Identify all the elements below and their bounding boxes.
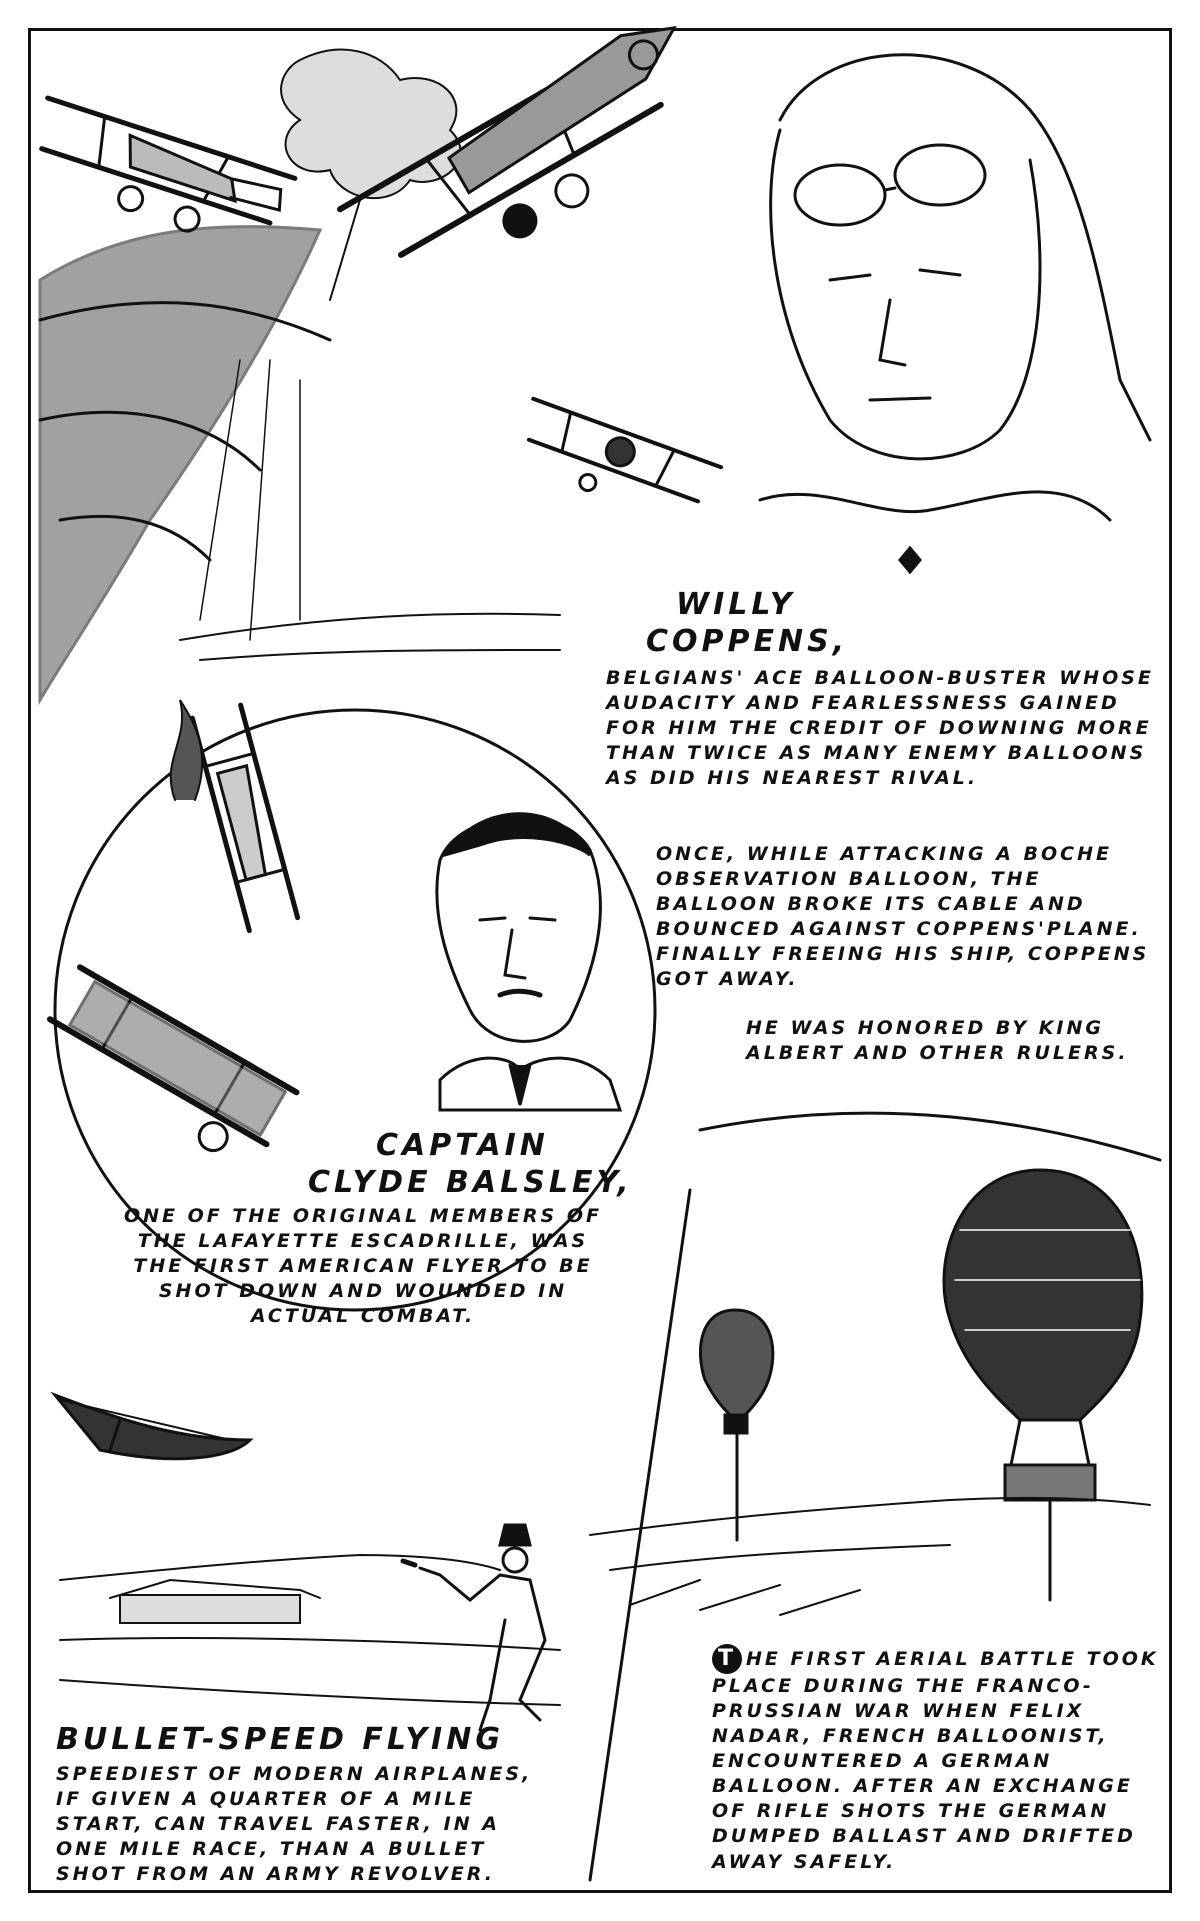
soldier-with-revolver-illustration bbox=[403, 1525, 545, 1730]
clyde-balsley-portrait bbox=[437, 814, 620, 1110]
speeding-airplane-illustration bbox=[55, 1395, 250, 1459]
coppens-title-line1: WILLY bbox=[676, 587, 796, 622]
balsley-title-line1: CAPTAIN bbox=[376, 1128, 549, 1163]
coppens-honors: HE WAS HONORED BY KING ALBERT AND OTHER RULERS. bbox=[746, 1017, 1129, 1065]
small-balloon-illustration bbox=[700, 1310, 772, 1540]
medallion-plane-upper bbox=[192, 705, 297, 930]
coppens-title-line2: COPPENS, bbox=[646, 624, 849, 659]
first-aerial-battle-text bbox=[712, 1644, 1162, 1875]
biplane-illustration-small bbox=[510, 399, 721, 531]
panel-divider-curve bbox=[700, 1113, 1160, 1160]
balsley-description: ONE OF THE ORIGINAL MEMBERS OF THE LAFAYETTE ESCADRILLE, WAS THE FIRST AMERICAN FLYER TO BE SHOT DOWN AND WOUNDED IN ACTUAL COMBAT. bbox=[123, 1205, 602, 1328]
coppens-description: BELGIANS' ACE BALLOON-BUSTER WHOSE AUDACITY AND FEARLESSNESS GAINED FOR HIM THE CREDIT OF DOWNING MORE THAN TWICE AS MANY ENEMY BALLOONS AS DID HIS NEAREST RIVAL. bbox=[606, 667, 1154, 790]
balloon-drape-illustration bbox=[40, 227, 330, 700]
bullet-speed-description: SPEEDIEST OF MODERN AIRPLANES, IF GIVEN A QUARTER OF A MILE START, CAN TRAVEL FASTER, IN A ONE MILE RACE, THAN A BULLET SHOT FROM AN ARMY REVOLVER. bbox=[56, 1763, 533, 1886]
horizon-landscape-lines bbox=[180, 614, 560, 660]
airfield-landscape-illustration bbox=[60, 1555, 560, 1705]
balsley-title-line2: CLYDE BALSLEY, bbox=[308, 1165, 633, 1200]
landscape-illustration-right bbox=[590, 1498, 1150, 1615]
first-aerial-battle-body: HE FIRST AERIAL BATTLE TOOK PLACE DURING THE FRANCO-PRUSSIAN WAR WHEN FELIX NADAR, FRENCH BALLOONIST, ENCOUNTERED A GERMAN BALLOON. AFTER AN EXCHANGE OF RIFLE SHOTS THE GERMAN DUMPED BALLAST AND DRIFTED AWAY SAFELY. bbox=[712, 1648, 1159, 1873]
willy-coppens-portrait bbox=[760, 55, 1150, 572]
smoke-trail bbox=[171, 700, 203, 800]
smoke-cloud-illustration bbox=[281, 50, 461, 300]
drop-cap-letter: T bbox=[712, 1644, 742, 1674]
large-balloon-illustration bbox=[944, 1170, 1142, 1600]
medallion-plane-lower bbox=[33, 967, 297, 1173]
bullet-speed-title: BULLET-SPEED FLYING bbox=[56, 1722, 504, 1757]
coppens-anecdote: ONCE, WHILE ATTACKING A BOCHE OBSERVATION BALLOON, THE BALLOON BROKE ITS CABLE AND BOUNCED AGAINST COPPENS'PLANE. FINALLY FREEING HIS SHIP, COPPENS GOT AWAY. bbox=[656, 843, 1150, 991]
